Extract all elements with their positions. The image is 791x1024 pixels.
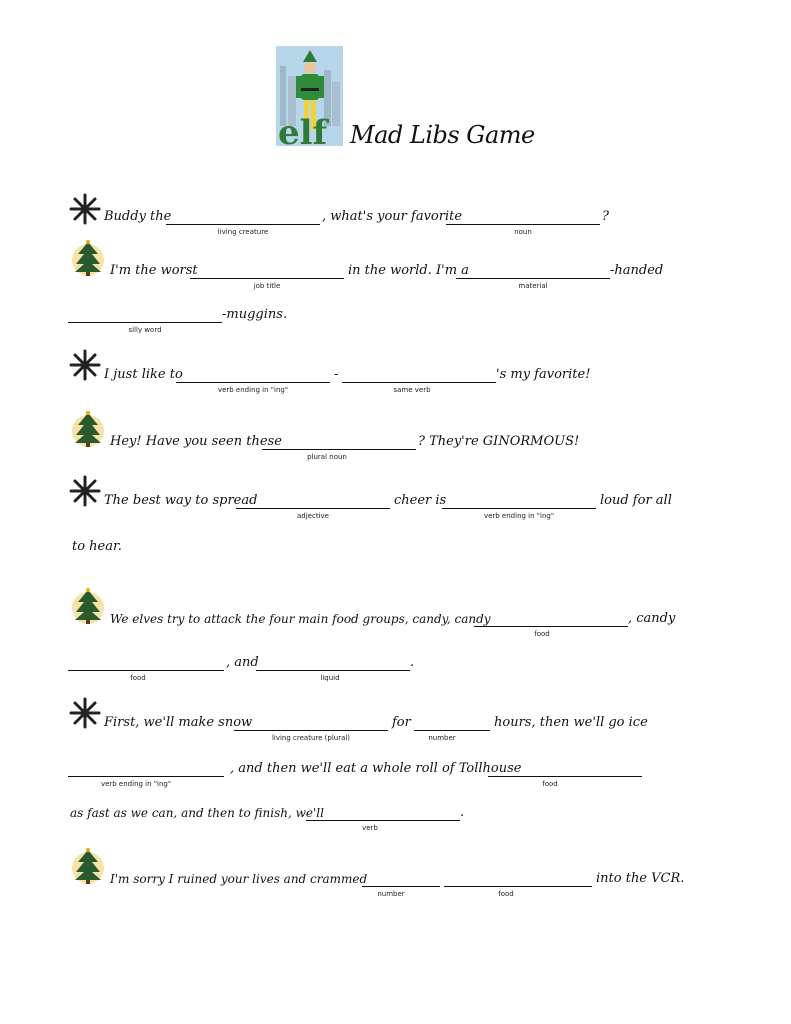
line-text-mid: , and (226, 655, 259, 670)
line-text-pre: I'm the worst (110, 263, 198, 278)
line-text-post: loud for all (600, 493, 672, 508)
madlib-line-3 (0, 306, 791, 332)
blank-hint: living creature (217, 228, 269, 236)
blank-hint: job title (253, 282, 281, 290)
snowflake-icon (68, 192, 102, 226)
line-text-post: -handed (610, 263, 664, 278)
madlib-line-4 (0, 366, 791, 392)
madlib-line-12 (0, 804, 791, 830)
line-text-pre: The best way to spread (104, 493, 258, 508)
madlib-line-9 (0, 654, 791, 680)
blank-hint: verb (362, 824, 378, 832)
line-text-mid: , and then we'll eat a whole roll of Tollhouse (230, 761, 522, 776)
blank-hint: verb ending in "ing" (100, 780, 172, 788)
line-text-post: hours, then we'll go ice (494, 715, 648, 730)
line-text-post: ? (602, 209, 609, 224)
blank-food[interactable] (68, 670, 224, 671)
blank-hint: verb ending in "ing" (483, 512, 555, 520)
blank-hint: living creature (plural) (271, 734, 351, 742)
blank-verb-ing[interactable] (176, 382, 330, 383)
elf-movie-logo-icon (276, 46, 343, 146)
blank-living-creature[interactable] (166, 224, 320, 225)
snowflake-icon (68, 696, 102, 730)
blank-adjective[interactable] (236, 508, 390, 509)
blank-hint: food (498, 890, 514, 898)
line-text-pre: We elves try to attack the four main food groups, candy, candy (110, 612, 491, 626)
christmas-tree-icon (68, 409, 108, 449)
madlib-line-13 (0, 870, 791, 896)
snowflake-icon (68, 348, 102, 382)
blank-hint: number (377, 890, 405, 898)
line-text-mid: - (334, 367, 339, 382)
line-text-pre: to hear. (72, 539, 122, 554)
blank-hint: liquid (320, 674, 340, 682)
blank-plural-noun[interactable] (262, 449, 416, 450)
blank-verb-ing[interactable] (68, 776, 224, 777)
line-text-pre: I just like to (104, 367, 183, 382)
christmas-tree-icon (68, 238, 108, 278)
line-text-post: 's my favorite! (496, 367, 591, 382)
madlib-line-2 (0, 262, 791, 288)
line-text-pre: First, we'll make snow (104, 715, 253, 730)
line-text-post: into the VCR. (596, 871, 685, 886)
blank-number[interactable] (362, 886, 440, 887)
line-text-pre: as fast as we can, and then to finish, we'll (70, 806, 324, 820)
blank-food[interactable] (474, 626, 628, 627)
madlib-line-6 (0, 492, 791, 518)
blank-hint: silly word (128, 326, 162, 334)
line-text-mid: in the world. I'm a (348, 263, 469, 278)
blank-hint: number (428, 734, 456, 742)
madlib-line-8 (0, 610, 791, 636)
blank-hint: food (130, 674, 146, 682)
blank-food[interactable] (444, 886, 592, 887)
line-text-post: ? They're GINORMOUS! (418, 434, 580, 449)
blank-number[interactable] (414, 730, 490, 731)
line-text-pre: I'm sorry I ruined your lives and crammed (110, 872, 368, 886)
blank-hint: food (542, 780, 558, 788)
blank-hint: adjective (297, 512, 329, 520)
elf-logo (276, 46, 343, 146)
blank-hint: verb ending in "ing" (217, 386, 289, 394)
snowflake-icon (68, 474, 102, 508)
blank-noun[interactable] (446, 224, 600, 225)
madlib-line-1 (0, 208, 791, 234)
line-text-post: -muggins. (222, 307, 288, 322)
line-text-post: . (460, 805, 465, 820)
christmas-tree-icon (68, 586, 108, 626)
madlib-line-5 (0, 433, 791, 459)
line-text-mid: cheer is (394, 493, 447, 508)
line-text-mid: , what's your favorite (322, 209, 463, 224)
blank-material[interactable] (456, 278, 610, 279)
blank-liquid[interactable] (256, 670, 410, 671)
madlib-line-7 (0, 538, 791, 564)
svg-text:elf: elf (278, 113, 328, 146)
blank-verb[interactable] (306, 820, 460, 821)
blank-same-verb[interactable] (342, 382, 496, 383)
christmas-tree-icon (68, 846, 108, 886)
blank-hint: material (518, 282, 548, 290)
line-text-post: . (410, 655, 415, 670)
blank-hint: same verb (393, 386, 431, 394)
blank-hint: food (534, 630, 550, 638)
page-title: Mad Libs Game (350, 121, 535, 149)
blank-hint: noun (514, 228, 532, 236)
line-text-pre: Buddy the (104, 209, 172, 224)
line-text-mid: for (392, 715, 411, 730)
madlib-line-11 (0, 760, 791, 786)
blank-verb-ing[interactable] (442, 508, 596, 509)
line-text-pre: Hey! Have you seen these (110, 434, 282, 449)
line-text-post: , candy (628, 611, 676, 626)
blank-hint: plural noun (307, 453, 347, 461)
blank-job-title[interactable] (190, 278, 344, 279)
blank-food[interactable] (488, 776, 642, 777)
blank-living-creature-plural[interactable] (234, 730, 388, 731)
blank-silly-word[interactable] (68, 322, 222, 323)
madlib-line-10 (0, 714, 791, 740)
